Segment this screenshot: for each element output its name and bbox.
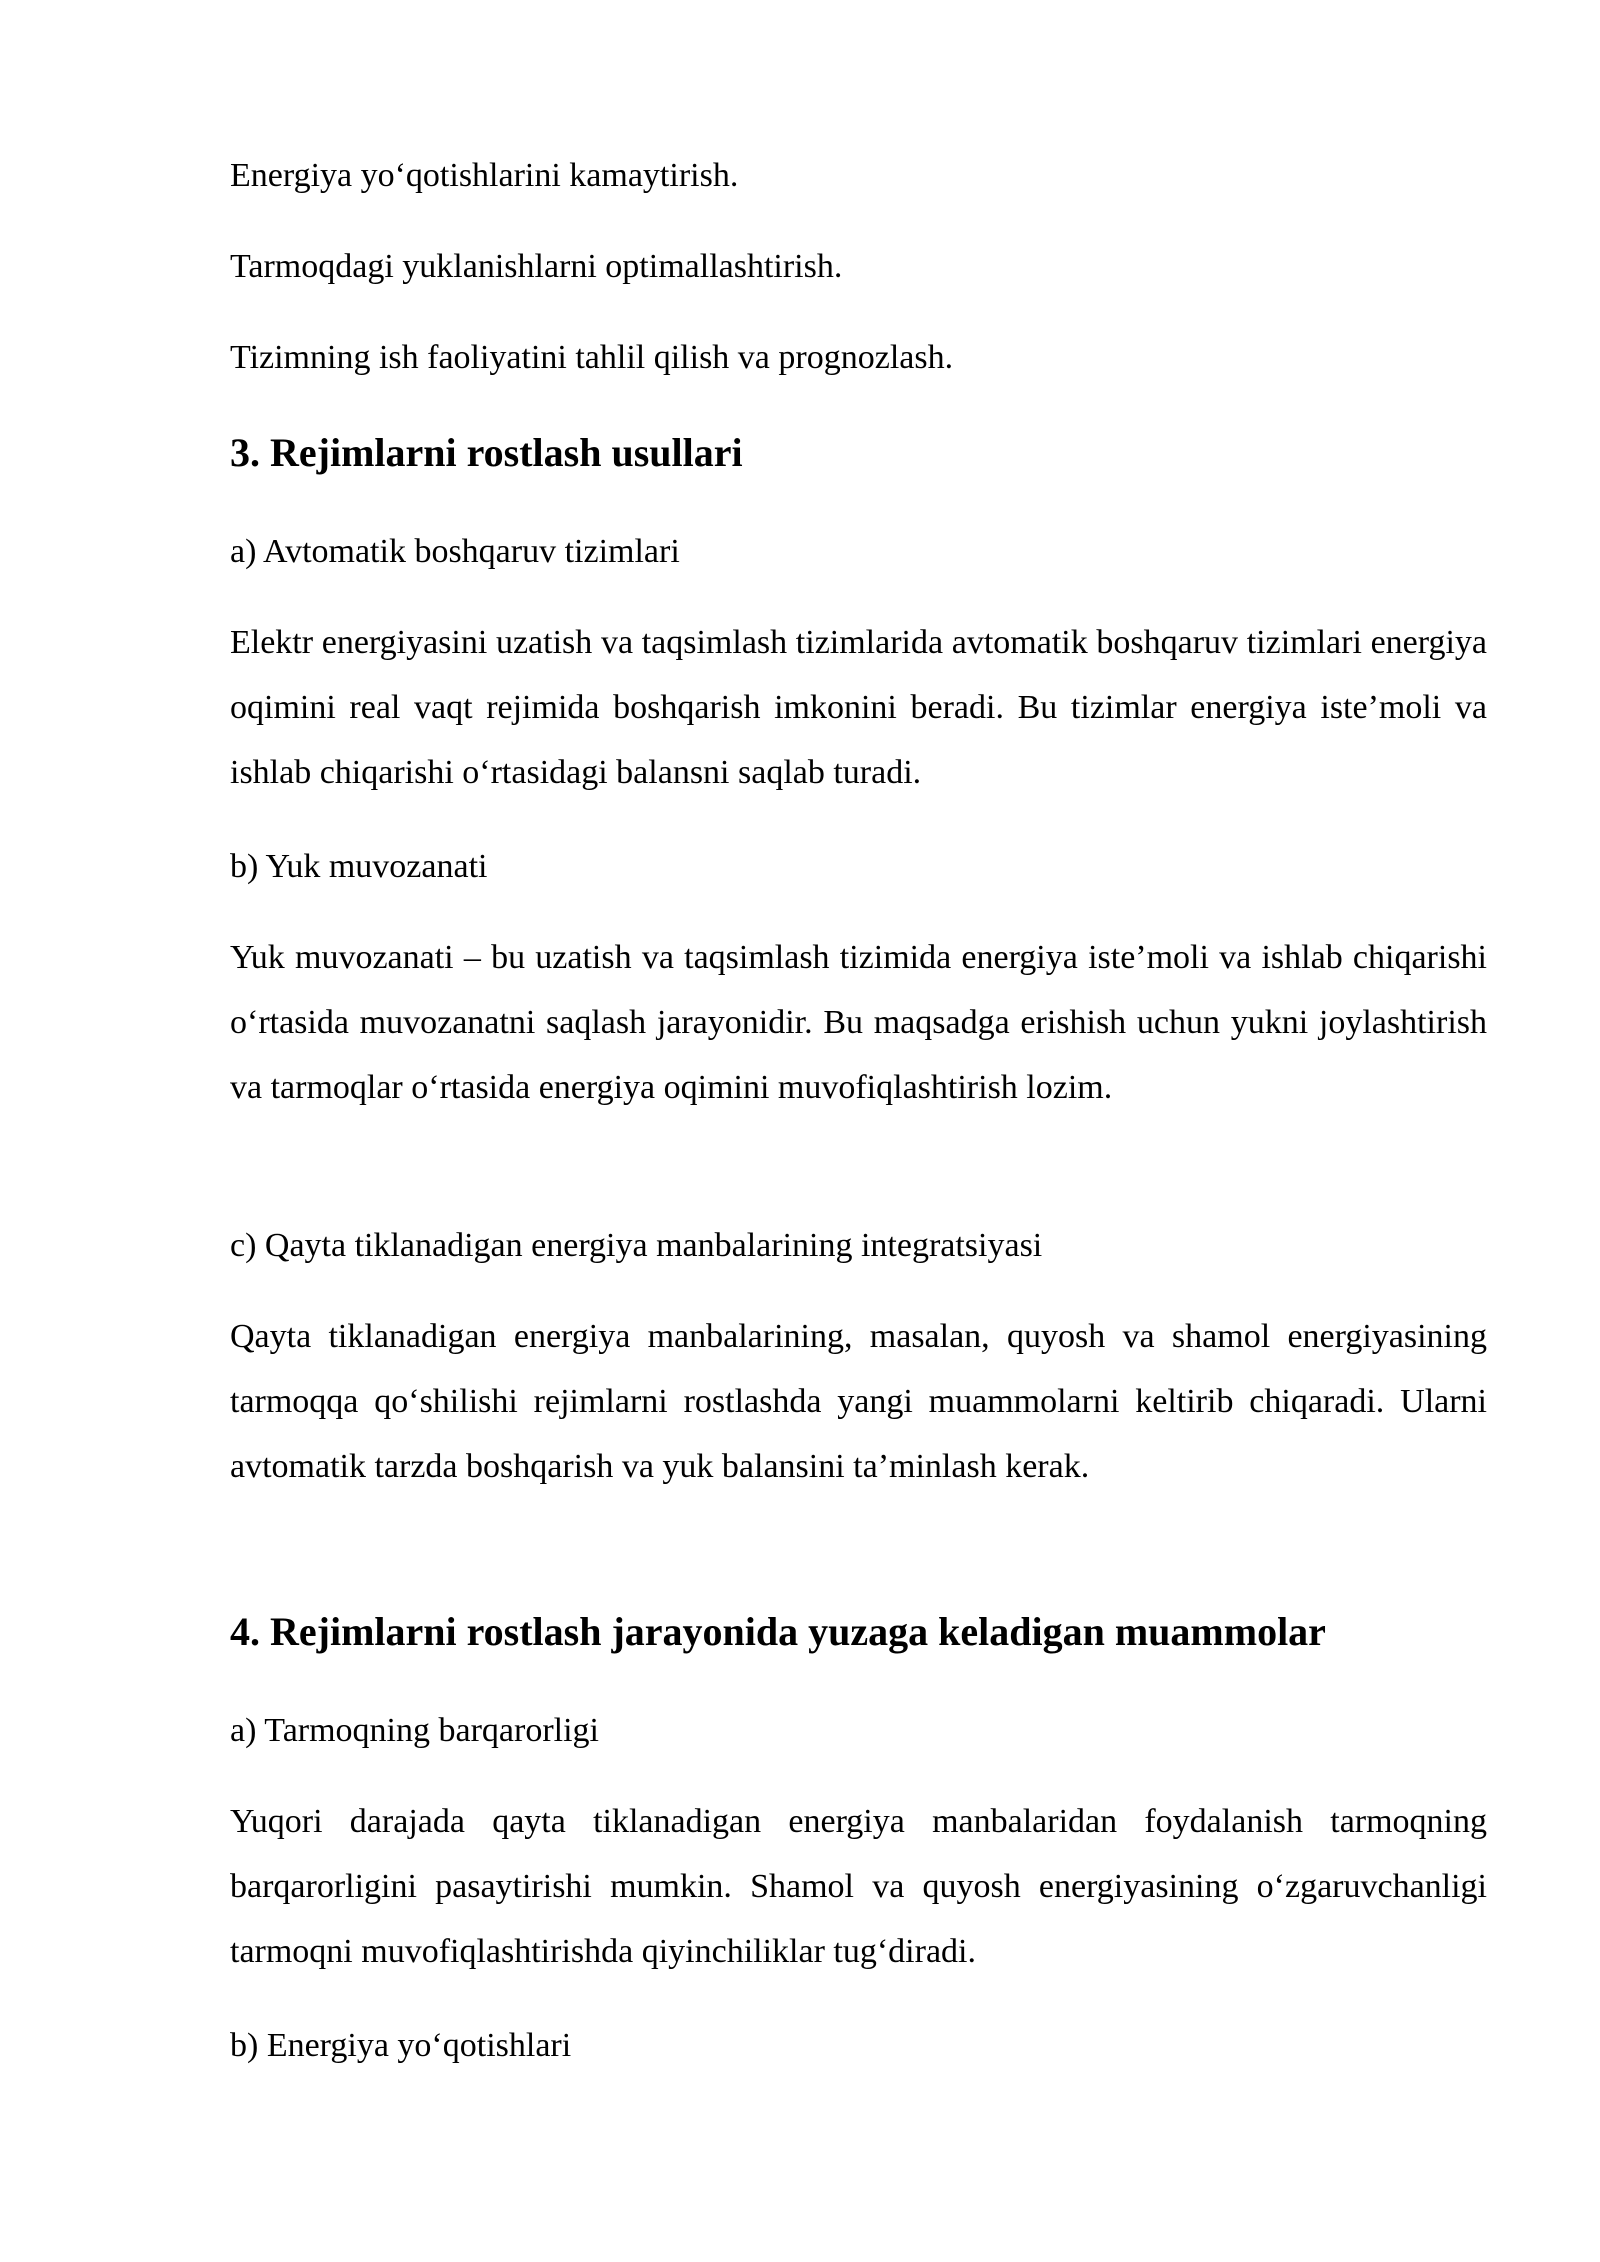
- section-4-paragraph-a: Yuqori darajada qayta tiklanadigan energiya manbalaridan foydalanish tarmoqning barqarorligini pasaytirishi mumkin. Shamol va quyosh energiyasining o‘zgaruvchanligi tarmoqni muvofiqlashtirishda qiyinchiliklar tug‘diradi.: [230, 1803, 1487, 1970]
- section-3-paragraph-a: Elektr energiyasini uzatish va taqsimlash tizimlarida avtomatik boshqaruv tizimlari energiya oqimini real vaqt rejimida boshqarish imkonini beradi. Bu tizimlar energiya iste’moli va ishlab chiqarishi o‘rtasidagi balansni saqlab turadi.: [230, 624, 1487, 791]
- section-3-paragraph-c: Qayta tiklanadigan energiya manbalarining, masalan, quyosh va shamol energiyasining tarmoqqa qo‘shilishi rejimlarni rostlashda yangi muammolarni keltirib chiqaradi. Ularni avtomatik tarzda boshqarish va yuk balansini ta’minlash kerak.: [230, 1318, 1487, 1485]
- section-4-heading: 4. Rejimlarni rostlash jarayonida yuzaga keladigan muammolar: [230, 1609, 1326, 1654]
- section-4-subheading-a: a) Tarmoqning barqarorligi: [230, 1712, 599, 1749]
- section-3-heading: 3. Rejimlarni rostlash usullari: [230, 430, 743, 475]
- intro-line-1: Energiya yo‘qotishlarini kamaytirish.: [230, 157, 739, 194]
- section-3-paragraph-b: Yuk muvozanati – bu uzatish va taqsimlash tizimida energiya iste’moli va ishlab chiqarishi o‘rtasida muvozanatni saqlash jarayonidir. Bu maqsadga erishish uchun yukni joylashtirish va tarmoqlar o‘rtasida energiya oqimini muvofiqlashtirish lozim.: [230, 939, 1487, 1106]
- section-3-subheading-a: a) Avtomatik boshqaruv tizimlari: [230, 533, 680, 570]
- intro-line-3: Tizimning ish faoliyatini tahlil qilish va prognozlash.: [230, 339, 954, 376]
- intro-line-2: Tarmoqdagi yuklanishlarni optimallashtirish.: [230, 248, 843, 285]
- section-4-subheading-b: b) Energiya yo‘qotishlari: [230, 2027, 572, 2064]
- section-3-subheading-b: b) Yuk muvozanati: [230, 848, 488, 885]
- section-3-subheading-c: c) Qayta tiklanadigan energiya manbalarining integratsiyasi: [230, 1227, 1043, 1264]
